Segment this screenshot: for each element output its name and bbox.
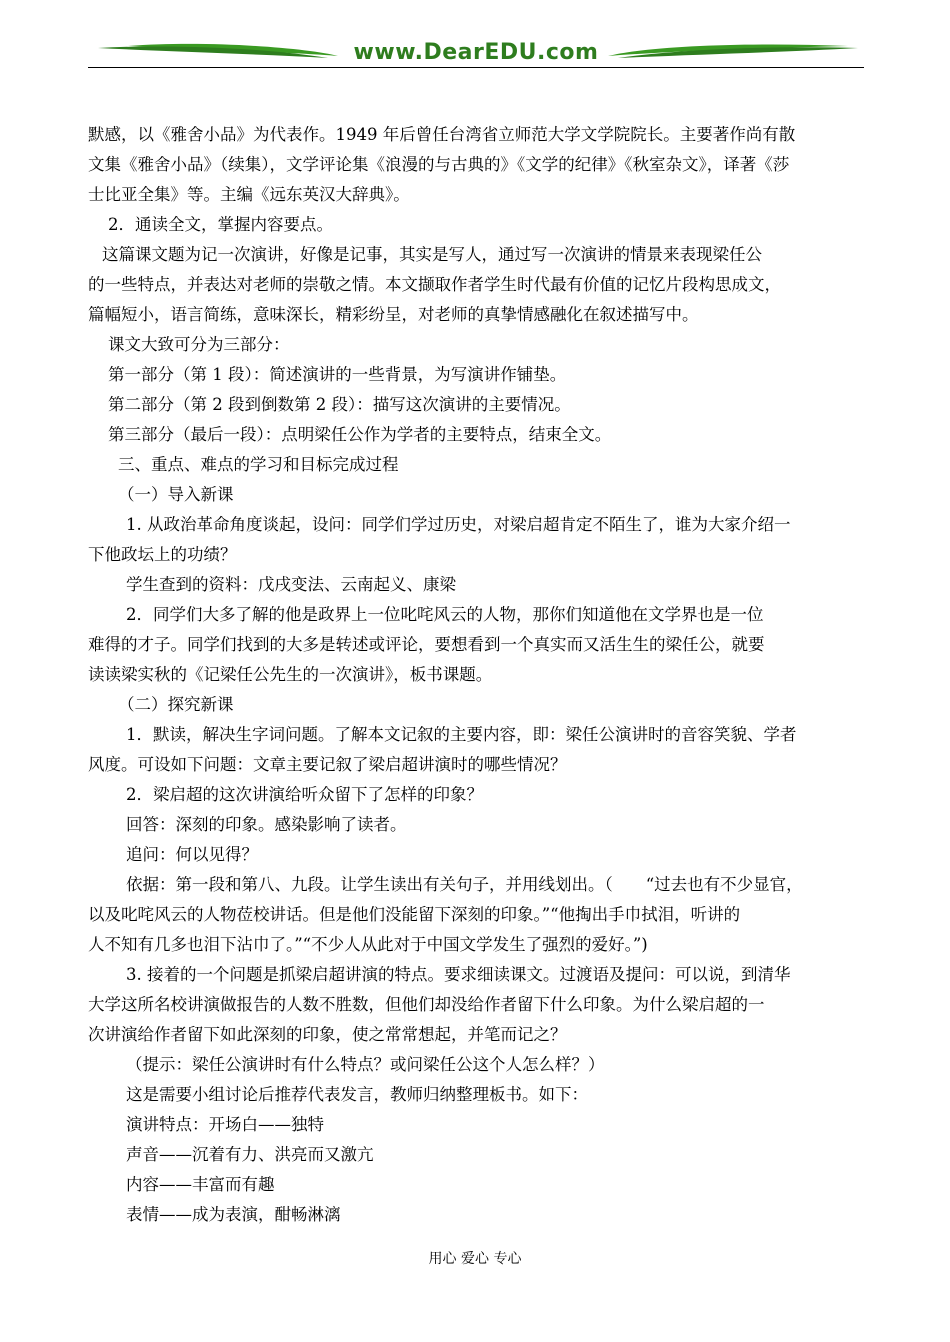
text-line: 读读梁实秋的《记梁任公先生的一次演讲》，板书课题。 xyxy=(88,665,493,684)
text-line: 的一些特点，并表达对老师的崇敬之情。本文撷取作者学生时代最有价值的记忆片段构思成文， xyxy=(88,275,781,294)
text-line: 2．通读全文，掌握内容要点。 xyxy=(108,215,333,234)
text-line: 演讲特点：开场白——独特 xyxy=(126,1115,324,1134)
text-line: 表情——成为表演，酣畅淋漓 xyxy=(126,1205,341,1224)
text-line: 文集《雅舍小品》（续集），文学评论集《浪漫的与古典的》《文学的纪律》《秋室杂文》，译著《莎 xyxy=(88,155,790,174)
text-line: 2．同学们大多了解的他是政界上一位叱咤风云的人物，那你们知道他在文学界也是一位 xyxy=(126,605,764,624)
text-line: （一）导入新课 xyxy=(118,485,234,504)
header-divider xyxy=(88,67,864,68)
text-line: 第二部分（第 2 段到倒数第 2 段）：描写这次演讲的主要情况。 xyxy=(108,395,571,414)
text-line: 这篇课文题为记一次演讲，好像是记事，其实是写人，通过写一次演讲的情景来表现梁任公 xyxy=(102,245,762,264)
text-line: 次讲演给作者留下如此深刻的印象，使之常常想起，并笔而记之？ xyxy=(88,1025,567,1044)
text-line: 大学这所名校讲演做报告的人数不胜数，但他们却没给作者留下什么印象。为什么梁启超的一 xyxy=(88,995,765,1014)
text-line: 回答：深刻的印象。感染影响了读者。 xyxy=(126,815,407,834)
text-line: （提示：梁任公演讲时有什么特点？或问梁任公这个人怎么样？） xyxy=(126,1055,605,1074)
text-line: 3. 接着的一个问题是抓梁启超讲演的特点。要求细读课文。过渡语及提问：可以说，到清华 xyxy=(126,965,791,984)
text-line: （二）探究新课 xyxy=(118,695,234,714)
page-footer: 用心 爱心 专心 xyxy=(428,1251,522,1267)
text-line: 以及叱咤风云的人物莅校讲话。但是他们没能留下深刻的印象。”“他掏出手巾拭泪，听讲的 xyxy=(88,905,741,924)
text-line: 默感，以《雅舍小品》为代表作。1949 年后曾任台湾省立师范大学文学院院长。主要著作尚有散 xyxy=(88,125,796,144)
text-line: 三、重点、难点的学习和目标完成过程 xyxy=(118,455,399,474)
text-line: 士比亚全集》等。主编《远东英汉大辞典》。 xyxy=(88,185,410,204)
text-line: 人不知有几多也泪下沾巾了。”“不少人从此对于中国文学发生了强烈的爱好。”) xyxy=(88,935,648,954)
text-line: 1. 从政治革命角度谈起，设问：同学们学过历史，对梁启超肯定不陌生了，谁为大家介绍一 xyxy=(126,515,791,534)
text-line: 内容——丰富而有趣 xyxy=(126,1175,275,1194)
document-body xyxy=(88,120,864,1230)
text-line: 第三部分（最后一段）：点明梁任公作为学者的主要特点，结束全文。 xyxy=(108,425,612,444)
text-line: 2．梁启超的这次讲演给听众留下了怎样的印象？ xyxy=(126,785,483,804)
text-line: 篇幅短小，语言简练，意味深长，精彩纷呈，对老师的真挚情感融化在叙述描写中。 xyxy=(88,305,699,324)
text-line: 第一部分（第 1 段）：简述演讲的一些背景，为写演讲作铺垫。 xyxy=(108,365,567,384)
text-line: 下他政坛上的功绩？ xyxy=(88,545,237,564)
text-line: 难得的才子。同学们找到的大多是转述或评论，要想看到一个真实而又活生生的梁任公，就要 xyxy=(88,635,765,654)
site-header xyxy=(88,38,864,70)
text-line: 学生查到的资料：戊戌变法、云南起义、康梁 xyxy=(126,575,456,594)
text-line: 这是需要小组讨论后推荐代表发言，教师归纳整理板书。如下： xyxy=(126,1085,588,1104)
text-line: 课文大致可分为三部分： xyxy=(108,335,290,354)
text-line: 1．默读，解决生字词问题。了解本文记叙的主要内容，即：梁任公演讲时的音容笑貌、学者 xyxy=(126,725,797,744)
text-line: 声音——沉着有力、洪亮而又激亢 xyxy=(126,1145,374,1164)
text-line: 追问：何以见得？ xyxy=(126,845,258,864)
text-line: 依据：第一段和第八、九段。让学生读出有关句子，并用线划出。（ “过去也有不少显官， xyxy=(126,875,803,894)
text-line: 风度。可设如下问题：文章主要记叙了梁启超讲演时的哪些情况？ xyxy=(88,755,567,774)
site-logo[interactable]: www.DearEDU.com xyxy=(353,40,599,65)
